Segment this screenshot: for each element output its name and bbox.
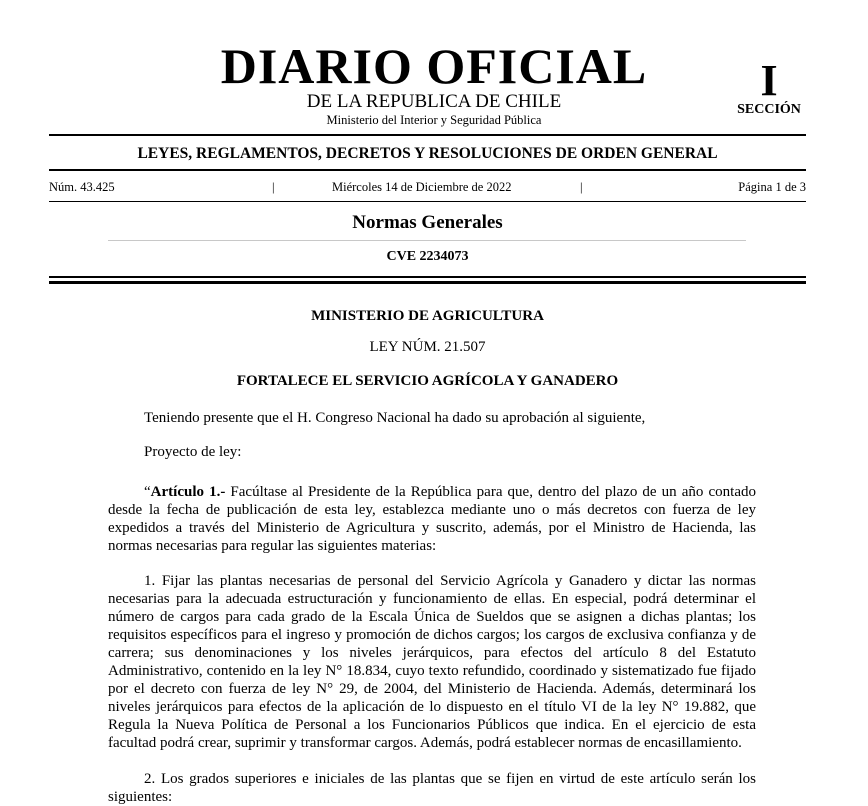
double-rule-top — [49, 276, 806, 278]
divider — [108, 240, 746, 241]
intro-paragraph: Teniendo presente que el H. Congreso Nacional ha dado su aprobación al siguiente, — [144, 410, 646, 426]
article-1-paragraph — [108, 483, 756, 555]
section-heading: Normas Generales — [352, 212, 503, 233]
meta-separator: | — [272, 180, 275, 194]
project-label: Proyecto de ley: — [144, 444, 242, 460]
article-1-label: Artículo 1.- — [150, 484, 226, 500]
article-1-text: Facúltase al Presidente de la República para que, dentro del plazo de un año contado desde la fecha de publicación de esta ley, establezca mediante uno o más decretos con fuerza de ley expedidos a través del Ministerio de Agricultura y suscrito, además, por el Ministro de Hacienda, las normas necesarias para regular las siguientes materias: — [108, 484, 756, 554]
publisher-ministry: Ministerio del Interior y Seguridad Pública — [326, 113, 542, 127]
newspaper-subtitle: DE LA REPUBLICA DE CHILE — [306, 91, 562, 112]
item-2-paragraph: 2. Los grados superiores e iniciales de las plantas que se fijen en virtud de este artículo serán los siguientes: — [108, 771, 756, 805]
issue-date: Miércoles 14 de Diciembre de 2022 — [332, 180, 512, 194]
category-heading: LEYES, REGLAMENTOS, DECRETOS Y RESOLUCIONES DE ORDEN GENERAL — [137, 145, 718, 162]
double-rule-bottom — [49, 281, 806, 284]
opening-quote: “ — [144, 484, 151, 500]
law-number: LEY NÚM. 21.507 — [369, 339, 486, 355]
section-label: SECCIÓN — [737, 102, 801, 117]
meta-separator: | — [580, 180, 583, 194]
newspaper-title: DIARIO OFICIAL — [220, 38, 648, 94]
top-rule — [49, 134, 806, 136]
issue-number: Núm. 43.425 — [49, 180, 115, 194]
issuing-ministry: MINISTERIO DE AGRICULTURA — [311, 308, 544, 324]
law-subject: FORTALECE EL SERVICIO AGRÍCOLA Y GANADERO — [236, 373, 619, 389]
item-1-paragraph: 1. Fijar las plantas necesarias de personal del Servicio Agrícola y Ganadero y dictar las normas necesarias para la adecuada estructuración y funcionamiento de ellas. En especial, podrá determinar el número de cargos para cada grado de la Escala Única de Sueldos que se asignen a dichas plantas; los requisitos específicos para el ingreso y promoción de dichos cargos; los cargos de exclusiva confianza y de carrera; sus denominaciones y los niveles jerárquicos, para efectos del artículo 8 del Estatuto Administrativo, contenido en la ley N° 18.834, cuyo texto refundido, coordinado y sistematizado fue fijado por el decreto con fuerza de ley N° 29, de 2004, del Ministerio de Hacienda. Además, determinará los niveles jerárquicos para efectos de la aplicación de lo dispuesto en el título VI de la ley N° 19.882, que Regula la Nueva Política de Personal a los Funcionarios Públicos que indica. En el ejercicio de esta facultad podrá crear, suprimir y transformar cargos. Además, podrá establecer normas de encasillamiento. — [108, 573, 756, 751]
category-rule — [49, 169, 806, 171]
section-number: I — [760, 56, 778, 105]
cve-code: CVE 2234073 — [386, 249, 469, 264]
meta-rule — [49, 201, 806, 202]
page-indicator: Página 1 de 3 — [738, 180, 806, 194]
